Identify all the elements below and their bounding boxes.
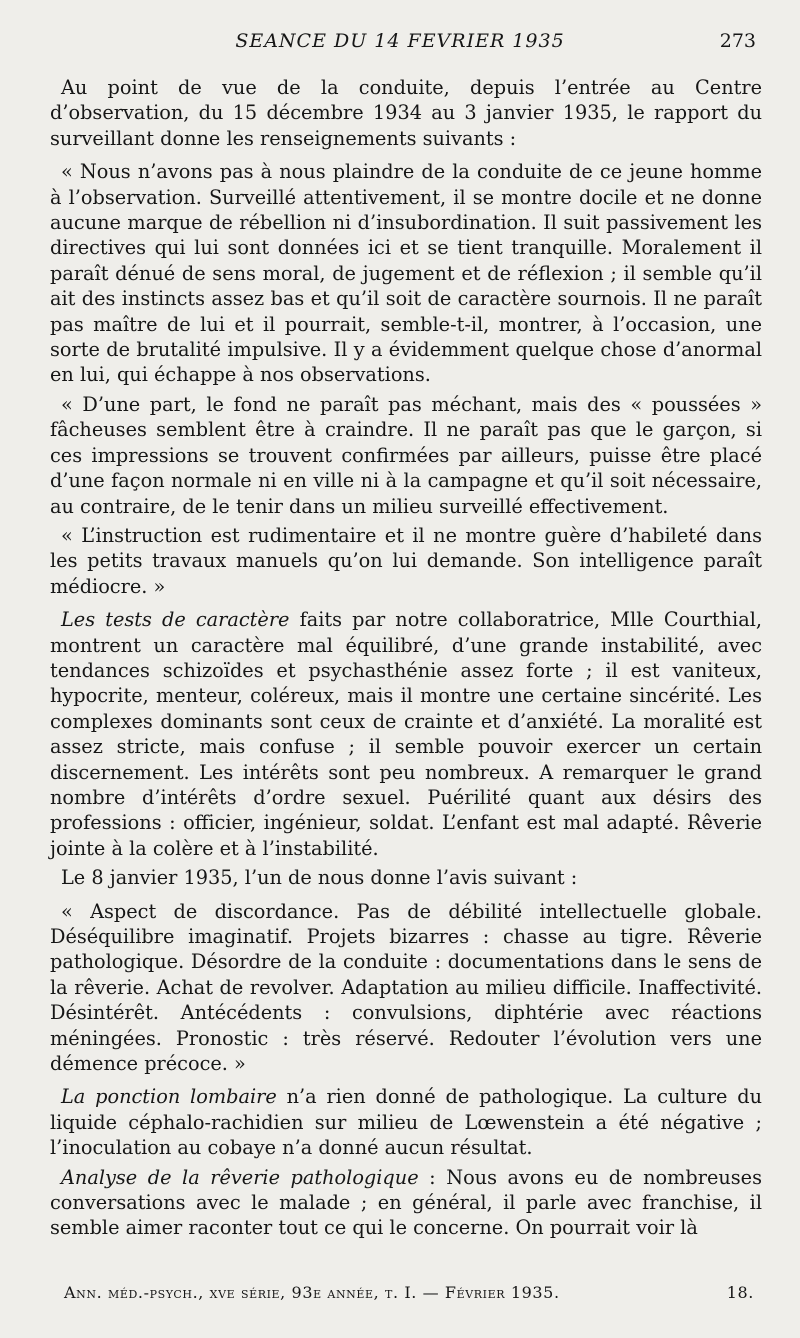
paragraph-opinion-quote: « Aspect de discordance. Pas de débilité intellectuelle globale. Déséquilibre imaginatif. Projets bizarres : chasse au tigre. Rêverie pathologique. Désordre de la conduite : documentations dans le sens de la rêverie. Achat de revolver. Adaptation au milieu difficile. Inaffectivité. Désintérêt. Antécédents : convulsions, diphtérie avec réactions méningées. Pronostic : très réservé. Redouter l’évolution vers une démence précoce. » — [50, 899, 762, 1076]
paragraph-body-lumbar-puncture: n’a rien donné de pathologique. La culture du liquide céphalo-rachidien sur milieu de Lœwenstein a été négative ; l’inoculation au cobaye n’a donné aucun résultat. — [50, 1085, 762, 1160]
paragraph-character-tests — [50, 607, 762, 861]
page-number: 273 — [719, 30, 756, 52]
paragraph-body-reverie-analysis: : Nous avons eu de nombreuses conversations avec le malade ; en général, il parle avec franchise, il semble aimer raconter tout ce qui le concerne. On pourrait voir là — [50, 1165, 762, 1240]
paragraph-lead-character-tests: Les tests de caractère — [61, 608, 290, 632]
body-text — [50, 75, 762, 1241]
running-header — [0, 30, 800, 56]
paragraph-conduct-report: Au point de vue de la conduite, depuis l’entrée au Centre d’observation, du 15 décembre 1934 au 3 janvier 1935, le rapport du surveillant donne les renseignements suivants : — [50, 76, 762, 150]
sheet-number: 18. — [726, 1283, 754, 1302]
paragraph-lead-reverie-analysis: Analyse de la rêverie pathologique — [61, 1165, 419, 1189]
paragraph-lumbar-puncture — [50, 1084, 762, 1160]
paragraph-lead-lumbar-puncture: La ponction lombaire — [61, 1085, 277, 1109]
journal-citation: Ann. méd.-psych., xve série, 93e année, t. I. — Février 1935. — [64, 1283, 560, 1302]
paragraph-body-character-tests: faits par notre collaboratrice, Mlle Courthial, montrent un caractère mal équilibré, d’une grande instabilité, avec tendances schizoïdes et psychasthénie assez forte ; il est vaniteux, hypocrite, menteur, coléreux, mais il montre une certaine sincérité. Les complexes dominants sont ceux de crainte et d’anxiété. La moralité est assez stricte, mais confuse ; il semble pouvoir exercer un certain discernement. Les intérêts sont peu nombreux. A remarquer le grand nombre d’intérêts d’ordre sexuel. Puérilité quant aux désirs des professions : officier, ingénieur, soldat. L’enfant est mal adapté. Rêverie jointe à la colère et à l’instabilité. — [50, 608, 762, 860]
paragraph-opinion-intro: Le 8 janvier 1935, l’un de nous donne l’avis suivant : — [61, 866, 578, 890]
paragraph-supervisor-quote-3: « L’instruction est rudimentaire et il ne montre guère d’habileté dans les petits travaux manuels qu’on lui demande. Son intelligence paraît médiocre. » — [50, 523, 762, 598]
page-footer — [64, 1283, 754, 1307]
header-title: SEANCE DU 14 FEVRIER 1935 — [235, 30, 565, 52]
paragraph-supervisor-quote-2: « D’une part, le fond ne paraît pas méchant, mais des « poussées » fâcheuses semblent être à craindre. Il ne paraît pas que le garçon, si ces impressions se trouvent confirmées par ailleurs, puisse être placé d’une façon normale ni en ville ni à la campagne et qu’il soit nécessaire, au contraire, de le tenir dans un milieu surveillé effectivement. — [50, 392, 762, 518]
paragraph-supervisor-quote-1: « Nous n’avons pas à nous plaindre de la conduite de ce jeune homme à l’observation. Surveillé attentivement, il se montre docile et ne donne aucune marque de rébellion ni d’insubordination. Il suit passivement les directives qui lui sont données ici et se tient tranquille. Moralement il paraît dénué de sens moral, de jugement et de réflexion ; il semble qu’il ait des instincts assez bas et qu’il soit de caractère sournois. Il ne paraît pas maître de lui et il pourrait, semble-t-il, montrer, à l’occasion, une sorte de brutalité impulsive. Il y a évidemment quelque chose d’anormal en lui, qui échappe à nos observations. — [50, 160, 762, 387]
paragraph-reverie-analysis — [50, 1165, 762, 1241]
